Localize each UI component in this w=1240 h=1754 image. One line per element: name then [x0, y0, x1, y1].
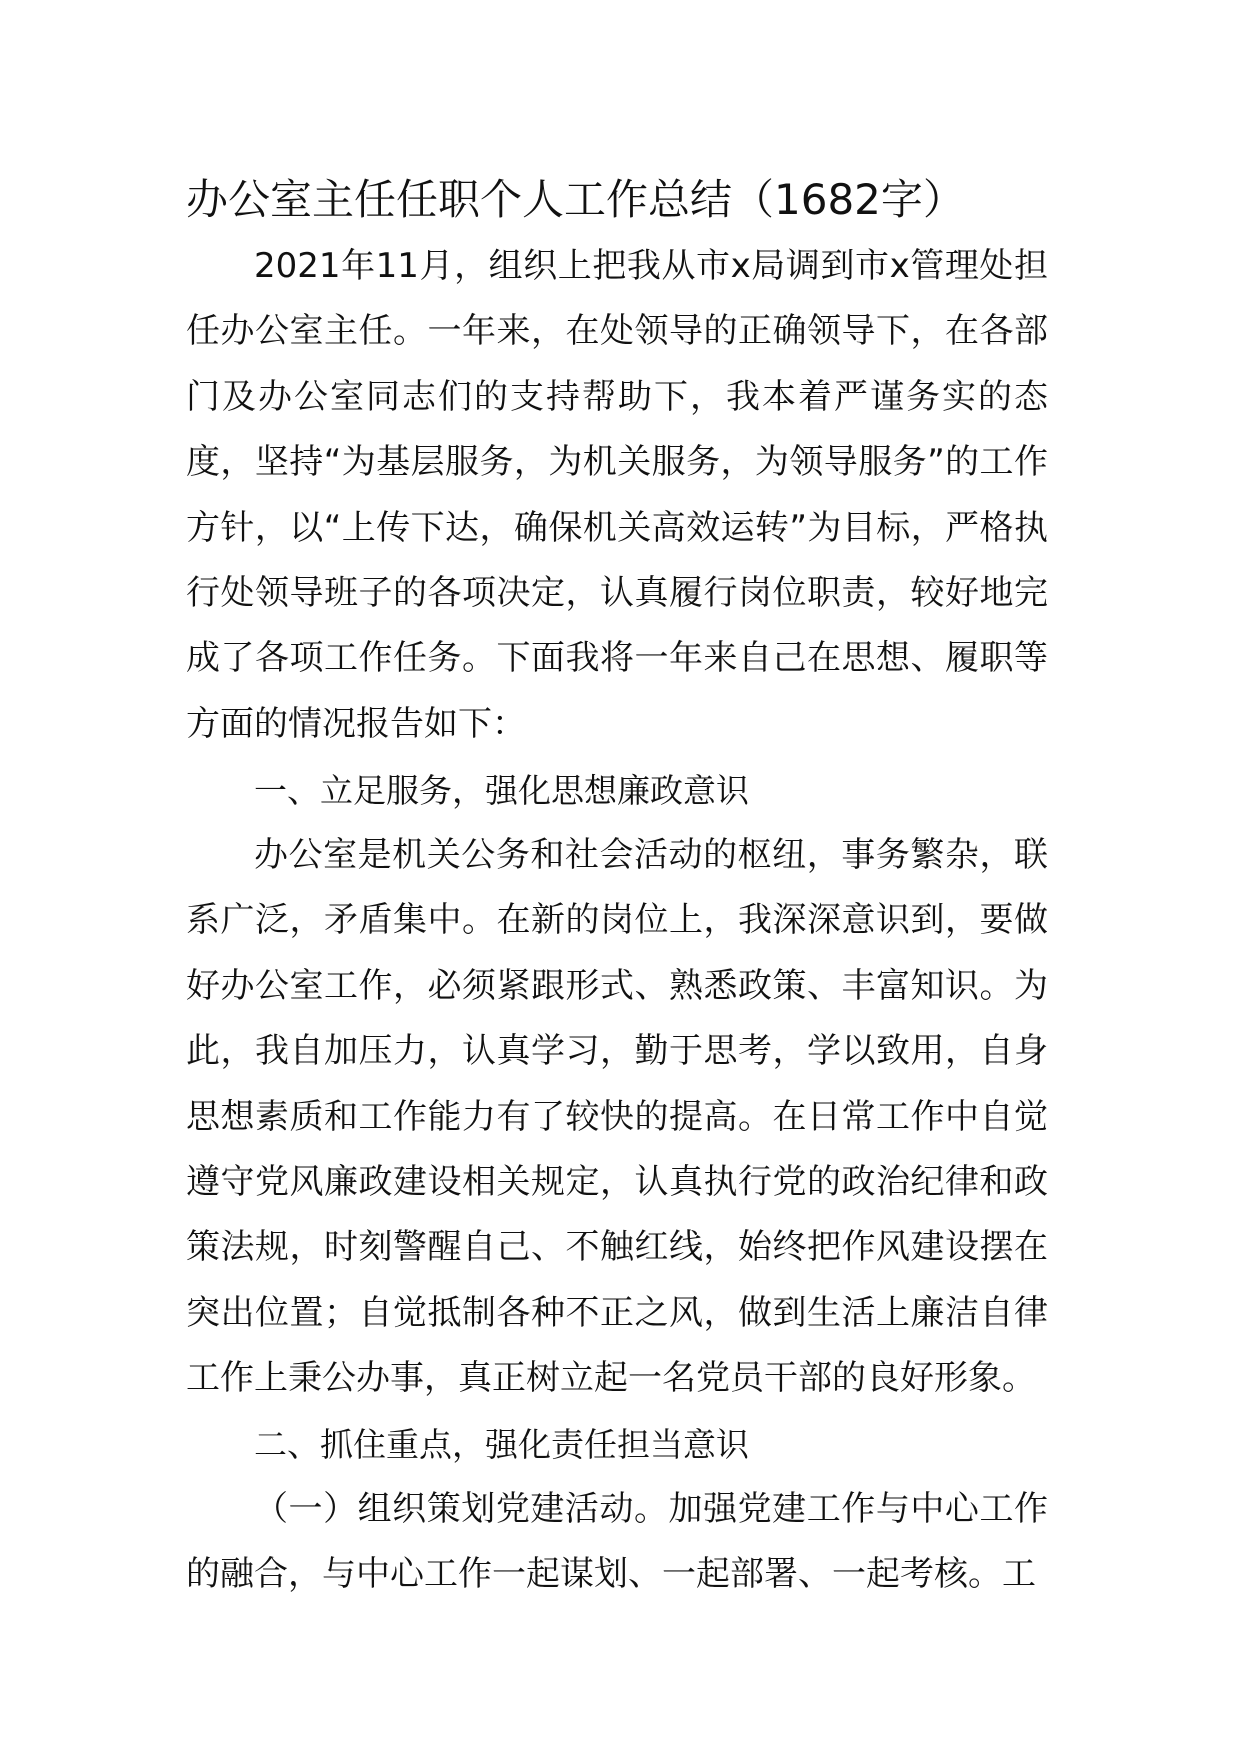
paragraph-section-2-item-1: （一）组织策划党建活动。加强党建工作与中心工作的融合，与中心工作一起谋划、一起部署、一起考核。工	[186, 1489, 1048, 1595]
paragraph-intro: 2021年11月，组织上把我从市x局调到市x管理处担任办公室主任。一年来，在处领导的正确领导下，在各部门及办公室同志们的支持帮助下，我本着严谨务实的态度，坚持“为基层服务，为机关服务，为领导服务”的工作方针，以“上传下达，确保机关高效运转”为目标，严格执行处领导班子的各项决定，认真履行岗位职责，较好地完成了各项工作任务。下面我将一年来自己在思想、履职等方面的情况报告如下：	[186, 246, 1048, 744]
section-heading-1: 一、立足服务，强化思想廉政意识	[254, 771, 749, 810]
section-heading-2: 二、抓住重点，强化责任担当意识	[254, 1425, 749, 1464]
paragraph-section-1: 办公室是机关公务和社会活动的枢纽，事务繁杂，联系广泛，矛盾集中。在新的岗位上，我深深意识到，要做好办公室工作，必须紧跟形式、熟悉政策、丰富知识。为此，我自加压力，认真学习，勤于思考，学以致用，自身思想素质和工作能力有了较快的提高。在日常工作中自觉遵守党风廉政建设相关规定，认真执行党的政治纪律和政策法规，时刻警醒自己、不触红线，始终把作风建设摆在突出位置；自觉抵制各种不正之风，做到生活上廉洁自律工作上秉公办事，真正树立起一名党员干部的良好形象。	[186, 835, 1048, 1399]
document-title: 办公室主任任职个人工作总结（1682字）	[186, 175, 965, 224]
